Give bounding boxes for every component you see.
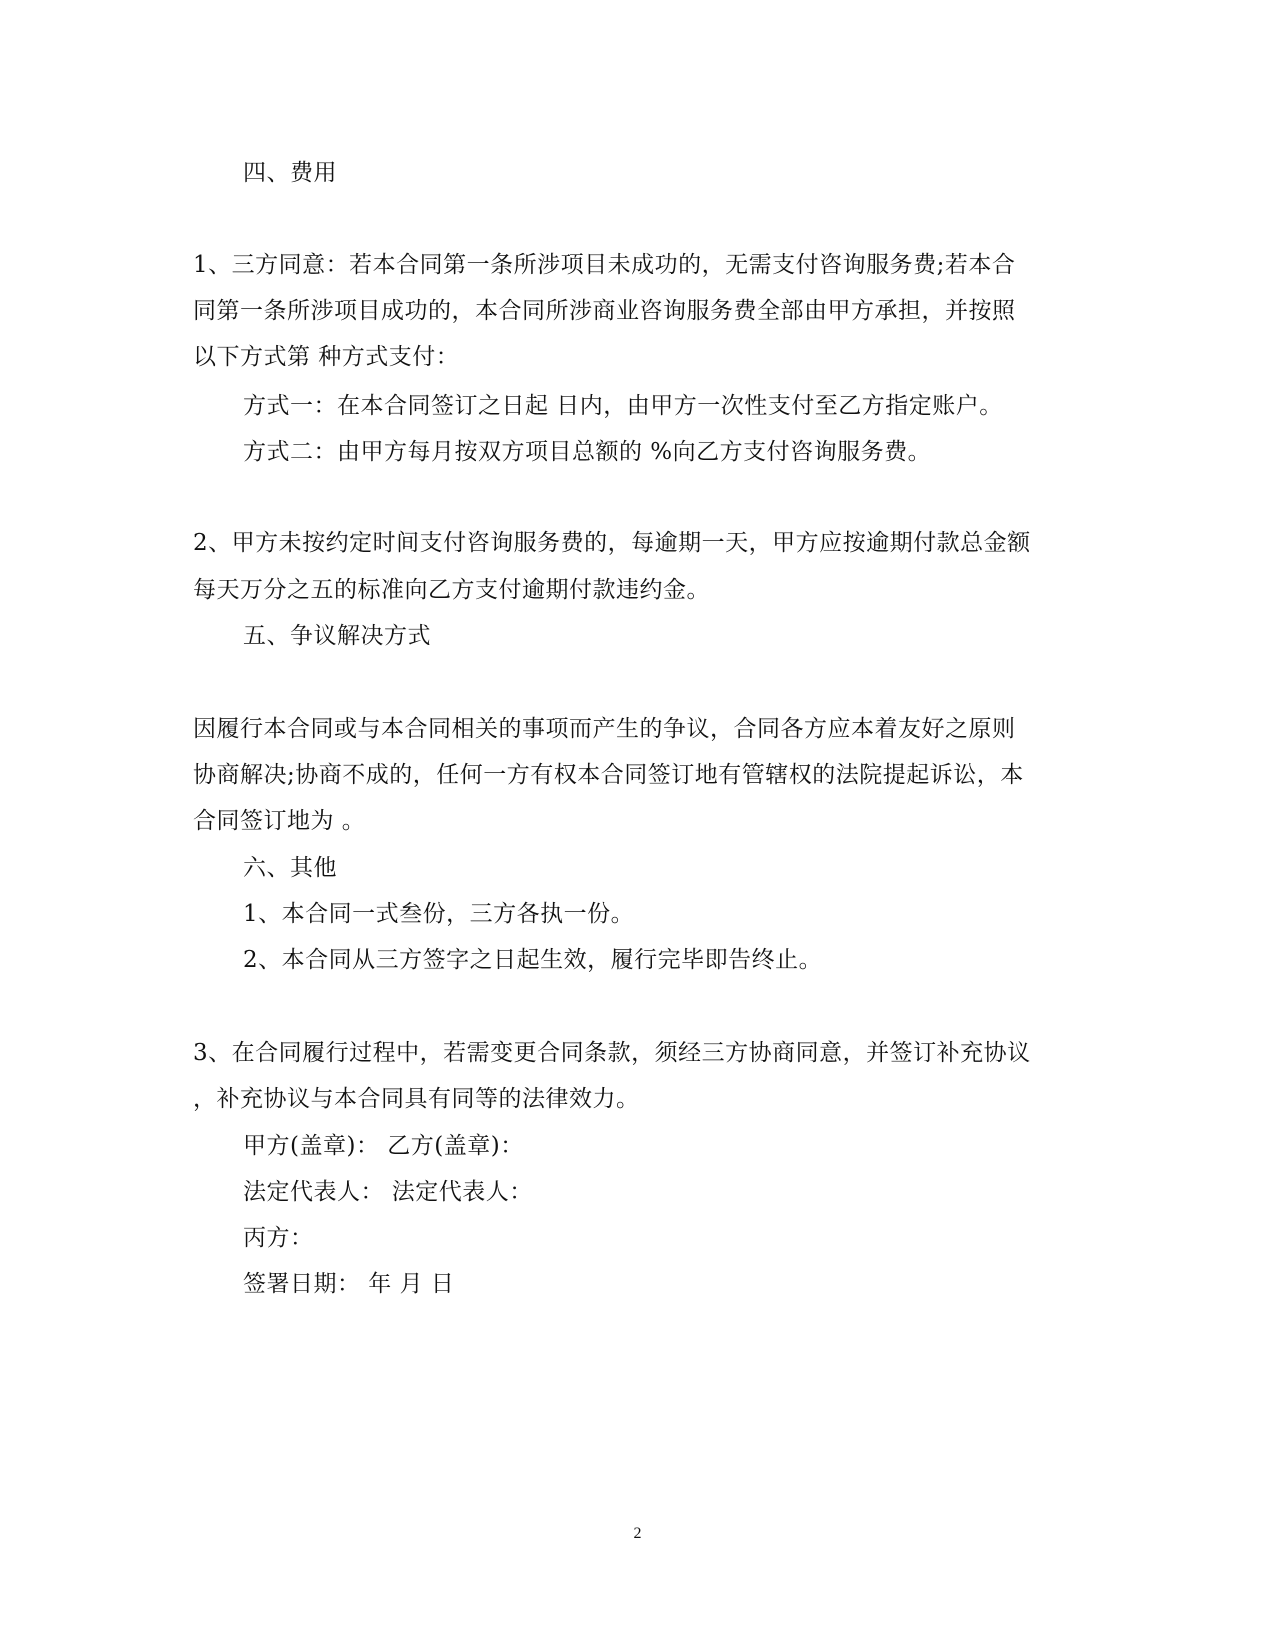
- section-heading-other: 六、其他: [243, 855, 337, 881]
- paragraph-line: 2、甲方未按约定时间支付咨询服务费的，每逾期一天，甲方应按逾期付款总金额: [193, 530, 1031, 556]
- signature-representatives: 法定代表人： 法定代表人：: [243, 1179, 533, 1205]
- paragraph-line: 3、在合同履行过程中，若需变更合同条款，须经三方协商同意，并签订补充协议: [193, 1040, 1031, 1066]
- paragraph-line: ，补充协议与本合同具有同等的法律效力。: [193, 1086, 640, 1112]
- section-heading-fees: 四、费用: [243, 160, 337, 186]
- section-heading-dispute: 五、争议解决方式: [243, 623, 431, 649]
- signature-party-c: 丙方：: [243, 1225, 314, 1251]
- paragraph-line: 因履行本合同或与本合同相关的事项而产生的争议，合同各方应本着友好之原则: [193, 716, 1016, 742]
- payment-method-two: 方式二：由甲方每月按双方项目总额的 %向乙方支付咨询服务费。: [243, 439, 932, 465]
- paragraph-line: 同第一条所涉项目成功的，本合同所涉商业咨询服务费全部由甲方承担，并按照: [193, 298, 1016, 324]
- paragraph-line: 以下方式第 种方式支付：: [193, 344, 460, 370]
- payment-method-one: 方式一：在本合同签订之日起 日内，由甲方一次性支付至乙方指定账户。: [243, 393, 1003, 419]
- clause-item: 1、本合同一式叁份，三方各执一份。: [243, 901, 635, 927]
- signature-date: 签署日期： 年 月 日: [243, 1271, 455, 1297]
- paragraph-line: 1、三方同意：若本合同第一条所涉项目未成功的，无需支付咨询服务费;若本合: [193, 252, 1016, 278]
- page-number: 2: [633, 1525, 642, 1542]
- paragraph-line: 合同签订地为 。: [193, 808, 366, 834]
- paragraph-line: 每天万分之五的标准向乙方支付逾期付款违约金。: [193, 577, 710, 603]
- clause-item: 2、本合同从三方签字之日起生效，履行完毕即告终止。: [243, 947, 823, 973]
- signature-seals: 甲方(盖章)： 乙方(盖章)：: [243, 1133, 524, 1159]
- paragraph-line: 协商解决;协商不成的，任何一方有权本合同签订地有管辖权的法院提起诉讼，本: [193, 762, 1024, 788]
